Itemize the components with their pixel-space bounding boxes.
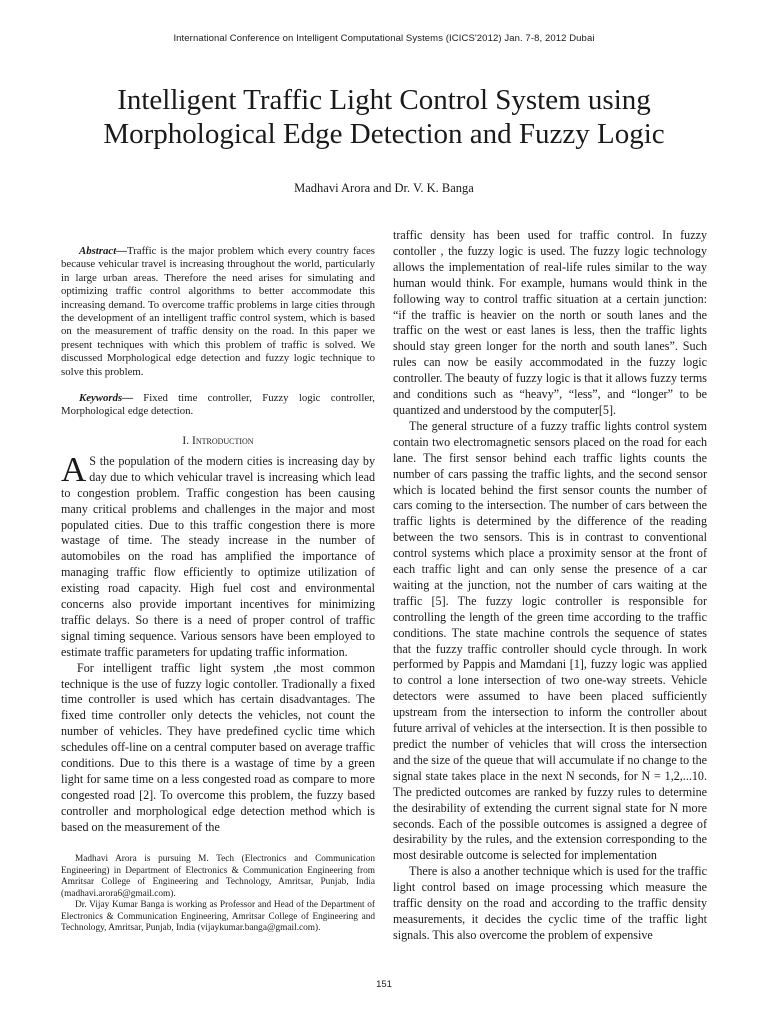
right-paragraph-3: There is also a another technique which is used for the traffic light control based on image processing which measure the traffic density on the road and according to the traffic density measurements, it decides the cyclic time of the traffic light signals. This also overcome the problem of expensive [393,864,707,942]
right-column [393,228,707,944]
title-line-2: Morphological Edge Detection and Fuzzy Logic [103,118,665,150]
right-paragraph-1: traffic density has been used for traffic control. In fuzzy contoller , the fuzzy logic is used. The fuzzy logic technology allows the implementation of real-life rules similar to the way human would think. For example, humans would think in the following way to control traffic situation at a certain junction: “if the traffic is heavier on the north or south lanes and the traffic on the west or east lanes is less, then the traffic lights should stay green longer for the north and south lanes”. Such rules can now be easily accommodated in the fuzzy logic controller. The beauty of fuzzy logic is that it allows fuzzy terms and conditions such as “heavy”, “less”, and “longer” to be quantized and understood by the computer[5]. [393,228,707,417]
abstract-label: Abstract— [79,245,127,257]
paper-title [40,83,728,151]
intro-paragraph-2: For intelligent traffic light system ,the most common technique is the use of fuzzy logic contoller. Tradionally a fixed time controller is used which has certain disadvantages. The fixed time controller only detects the vehicles, not count the number of vehicles. They have predefined cyclic time which schedules off-line on a central computer based on average traffic conditions. Due to this there is a wastage of time by a green light for same time on a less congested road as compare to more congested road [2]. To overcome this problem, the fuzzy based controller and morphological edge detection method which is based on the measurement of the [61,660,375,834]
abstract-text: Traffic is the major problem which every country faces because vehicular travel is increasing throughout the world, particularly in large urban areas. Therefore the need arises for simulating and optimizing traffic control algorithms to better accommodate this increasing demand. To overcome traffic problems in large cities through the development of an intelligent traffic control system, which is based on the measurement of traffic density on the road. In this paper we present techniques with which this problem of traffic is solved. We discussed Morphological edge detection and fuzzy logic technique to solve this problem. [61,245,375,378]
keywords [61,392,375,419]
abstract [61,245,375,379]
section-title: Introduction [191,434,254,447]
page-number: 151 [376,979,392,990]
left-column [61,245,375,836]
section-number: I. [182,434,192,447]
keywords-text: Fixed time controller, Fuzzy logic controller, Morphological edge detection. [61,392,375,418]
drop-cap: A [61,449,87,489]
author-footnotes [61,854,375,935]
section-heading-introduction [61,435,375,447]
right-paragraph-2: The general structure of a fuzzy traffic lights control system contain two electromagnetic sensors placed on the road for each lane. The first sensor behind each traffic lights counts the number of cars passing the traffic lights, and the second sensor which is located behind the first sensor counts the number of cars coming to the intersection. The number of cars between the traffic lights is determined by the difference of the reading between the two sensors. This is in contrast to conventional control systems which place a proximity sensor at the front of each traffic light and can only sense the presence of a car waiting at the junction, not the number of cars waiting at the traffic [5]. The fuzzy logic controller is responsible for controlling the length of the green time according to the traffic conditions. The state machine controls the sequence of states that the fuzzy traffic controller should cycle through. In work performed by Pappis and Mamdani [1], fuzzy logic was applied to control a lone intersection of two one-way streets. Vehicle detectors were assumed to have been placed sufficiently upstream from the intersection to inform the controller about future arrival of vehicles at the intersection. It is then possible to predict the number of vehicles that will cross the intersection and the size of the queue that will accumulate if no change to the signal state takes place in the next N seconds, for N = 1,2,...10. The predicted outcomes are ranked by fuzzy rules to determine the desirability of extending the current signal state for N more seconds. Each of the possible outcomes is assigned a degree of desirability by the rules, and the extension corresponding to the most desirable outcome is selected for implementation [393,418,707,863]
keywords-label: Keywords— [79,392,133,405]
intro-paragraph-1 [61,449,375,661]
authors: Madhavi Arora and Dr. V. K. Banga [294,181,474,195]
conference-header: International Conference on Intelligent Computational Systems (ICICS'2012) Jan. 7-8, 2012 Dubai [173,33,595,44]
footnote-1: Madhavi Arora is pursuing M. Tech (Electronics and Communication Engineering) in Department of Electronics & Communication Engineering from Amritsar College of Engineering and Technology, Amritsar, Punjab, India (madhavi.arora6@gmail.com). [61,854,375,899]
footnote-2: Dr. Vijay Kumar Banga is working as Professor and Head of the Department of Electronics & Communication Engineering, Amritsar College of Engineering and Technology, Amritsar, Punjab, India (vijaykumar.banga@gmail.com). [61,900,375,933]
title-line-1: Intelligent Traffic Light Control System using [117,84,651,116]
intro-paragraph-1-text: S the population of the modern cities is increasing day by day due to which vehicular travel is increasing which lead to congestion problem. Traffic congestion has been causing many critical problems and challenges in the major and most populated cities. Due to this traffic congestion there is more wastage of time. The steady increase in the number of automobiles on the road has amplified the importance of managing traffic flow efficiently to optimize utilization of existing road capacity. High fuel cost and environmental concerns also provide important incentives for minimizing traffic delays. So there is a need of proper control of traffic signal timing sequence. Various sensors have been employed to estimate traffic parameters for updating traffic information. [61,453,375,659]
